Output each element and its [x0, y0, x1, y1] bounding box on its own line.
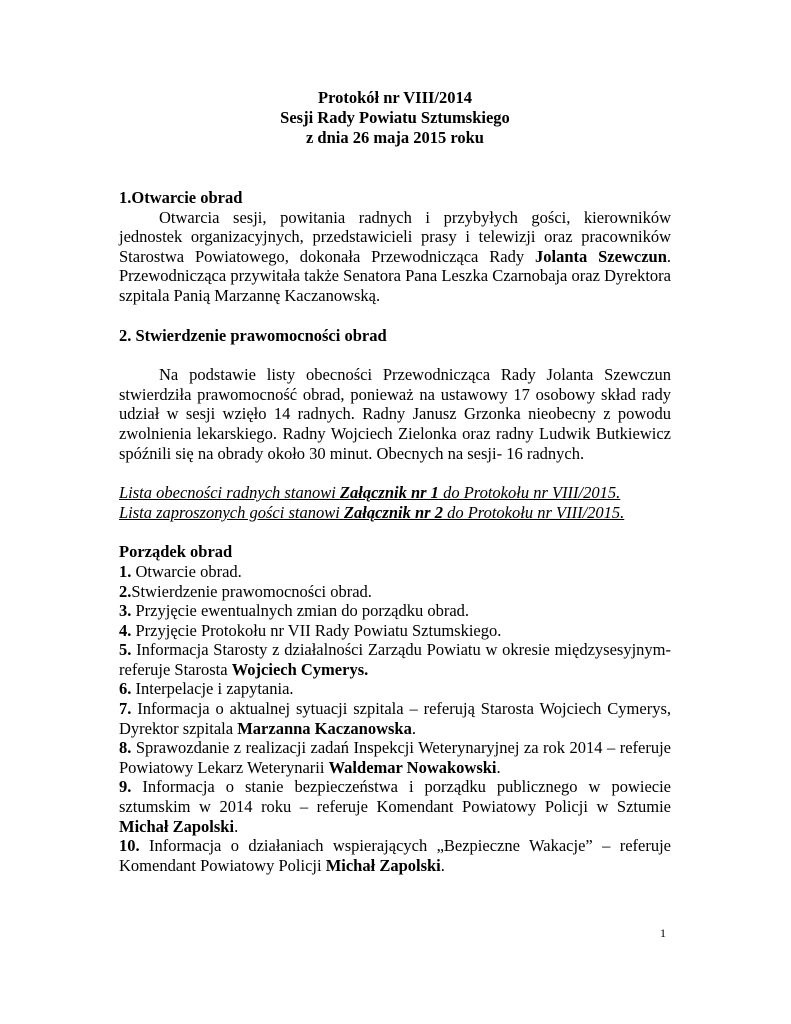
- section-1-text-tail: . Przewodnicząca przywitała także Senatora Pana Leszka Czarnobaja oraz Dyrektora szpitala Panią Marzannę Kaczanowską.: [119, 246, 671, 305]
- agenda-item: 5. Informacja Starosty z działalności Zarządu Powiatu w okresie międzysesyjnym- referuje Starosta Wojciech Cymerys.: [119, 640, 671, 679]
- agenda-item: 8. Sprawozdanie z realizacji zadań Inspekcji Weterynaryjnej za rok 2014 – referuje Powiatowy Lekarz Weterynarii Waldemar Nowakowski.: [119, 738, 671, 777]
- document-page: [119, 88, 671, 875]
- agenda-item: 2.Stwierdzenie prawomocności obrad.: [119, 581, 372, 601]
- section-2-paragraph: Na podstawie listy obecności Przewodnicząca Rady Jolanta Szewczun stwierdziła prawomocność obrad, ponieważ na ustawowy 17 osobowy skład rady udział w sesji wzięło 14 radnych. Radny Janusz Grzonka nieobecny z powodu zwolnienia lekarskiego. Radny Wojciech Zielonka oraz radny Ludwik Butkiewicz spóźnili się na obrady około 30 minut. Obecnych na sesji- 16 radnych.: [119, 365, 671, 463]
- agenda-item: 1. Otwarcie obrad.: [119, 561, 242, 581]
- agenda-item: 4. Przyjęcie Protokołu nr VII Rady Powiatu Sztumskiego.: [119, 620, 502, 640]
- title-line-2: Sesji Rady Powiatu Sztumskiego: [280, 108, 510, 127]
- section-1-paragraph: [119, 208, 671, 306]
- section-2-heading: 2. Stwierdzenie prawomocności obrad: [119, 325, 387, 345]
- title-line-3: z dnia 26 maja 2015 roku: [305, 128, 484, 147]
- agenda-item: 3. Przyjęcie ewentualnych zmian do porządku obrad.: [119, 601, 470, 621]
- agenda-item: 9. Informacja o stanie bezpieczeństwa i porządku publicznego w powiecie sztumskim w 2014 roku – referuje Komendant Powiatowy Policji w Sztumie Michał Zapolski.: [119, 777, 671, 836]
- agenda-item: 10. Informacja o działaniach wspierających „Bezpieczne Wakacje” – referuje Komendant Powiatowy Policji Michał Zapolski.: [119, 836, 671, 875]
- attachment-line: Lista zaproszonych gości stanowi Załącznik nr 2 do Protokołu nr VIII/2015.: [119, 502, 625, 522]
- document-title: [119, 88, 671, 148]
- attachment-list: [119, 483, 671, 522]
- agenda-heading: Porządek obrad: [119, 542, 233, 562]
- attachment-line: Lista obecności radnych stanowi Załącznik nr 1 do Protokołu nr VIII/2015.: [119, 483, 621, 503]
- agenda-item: 6. Interpelacje i zapytania.: [119, 679, 294, 699]
- section-1-bold-name: Jolanta Szewczun: [534, 246, 667, 266]
- title-line-1: Protokół nr VIII/2014: [317, 88, 473, 107]
- section-1-heading: 1.Otwarcie obrad: [119, 188, 243, 207]
- agenda-list: [119, 562, 671, 876]
- agenda-item: 7. Informacja o aktualnej sytuacji szpitala – referują Starosta Wojciech Cymerys, Dyrektor szpitala Marzanna Kaczanowska.: [119, 699, 671, 738]
- section-1-text: Otwarcia sesji, powitania radnych i przybyłych gości, kierowników jednostek organizacyjnych, przedstawicieli prasy i telewizji oraz pracowników Starostwa Powiatowego, dokonała Przewodnicząca Rady: [119, 207, 671, 266]
- page-number: 1: [660, 926, 666, 940]
